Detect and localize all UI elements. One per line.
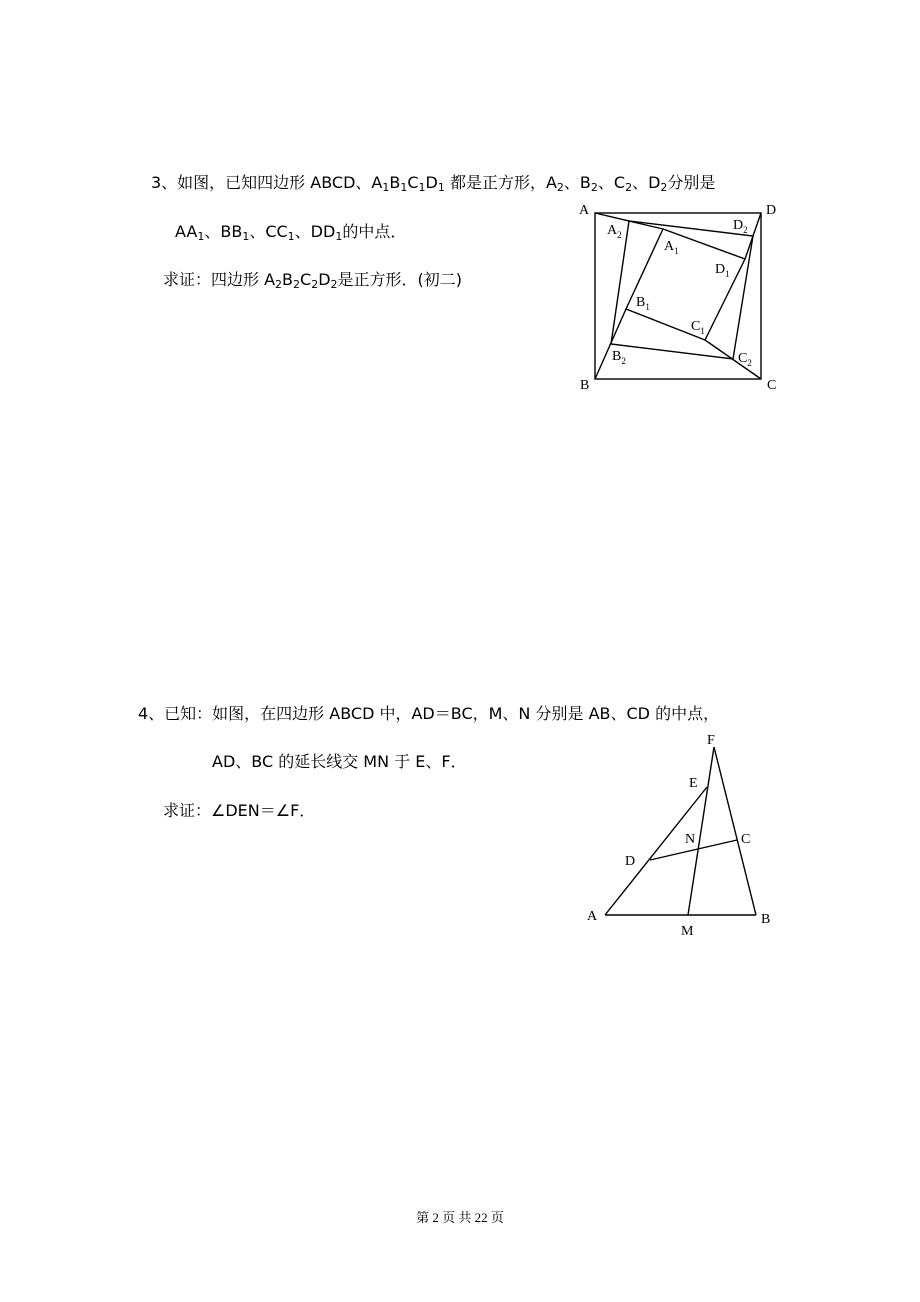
problem4-prove-line: 求证：∠DEN＝∠F． bbox=[163, 801, 316, 820]
label-c: C bbox=[767, 378, 777, 393]
label-d1: $D_1$ bbox=[715, 262, 730, 279]
problem4-figure bbox=[580, 725, 780, 945]
problem3-prove-line: 求证：四边形 $A_2B_2C_2D_2$是正方形．(初二) bbox=[163, 270, 463, 291]
label-a1: $A_1$ bbox=[664, 239, 679, 256]
problem3-statement-line2: $AA_1$、$BB_1$、$CC_1$、$DD_1$的中点． bbox=[175, 222, 407, 243]
label-b2: $B_2$ bbox=[612, 349, 626, 366]
page-number-footer: 第 2 页 共 22 页 bbox=[416, 1210, 504, 1225]
square-a2b2c2d2 bbox=[611, 221, 753, 359]
label-d: D bbox=[625, 854, 636, 869]
label-a: A bbox=[579, 203, 590, 218]
label-b: B bbox=[580, 378, 590, 393]
label-m: M bbox=[681, 924, 694, 939]
segment-m-f bbox=[688, 747, 714, 915]
label-n: N bbox=[685, 832, 696, 847]
label-a2: $A_2$ bbox=[607, 223, 622, 240]
problem4-statement-line2: AD、BC 的延长线交 MN 于 E、F． bbox=[212, 752, 467, 771]
problem3-figure bbox=[570, 195, 790, 395]
problem3-statement-line1: 3、如图，已知四边形 ABCD、$A_1B_1C_1D_1$ 都是正方形，$A_2$、$B_2$、$C_2$、$D_2$分别是 bbox=[151, 173, 716, 194]
label-a: A bbox=[587, 909, 598, 924]
label-b: B bbox=[761, 912, 771, 927]
label-c: C bbox=[741, 832, 751, 847]
label-d2: $D_2$ bbox=[733, 218, 748, 235]
problem4-statement-line1: 4、已知：如图，在四边形 ABCD 中，AD＝BC，M、N 分别是 AB、CD 的中点， bbox=[138, 704, 720, 723]
label-c2: $C_2$ bbox=[738, 351, 752, 368]
label-c1: $C_1$ bbox=[691, 319, 705, 336]
segment-b-f bbox=[714, 747, 756, 915]
label-f: F bbox=[707, 733, 715, 748]
square-a1b1c1d1 bbox=[626, 229, 745, 340]
label-e: E bbox=[689, 776, 698, 791]
label-b1: $B_1$ bbox=[636, 295, 650, 312]
label-d: D bbox=[766, 203, 777, 218]
